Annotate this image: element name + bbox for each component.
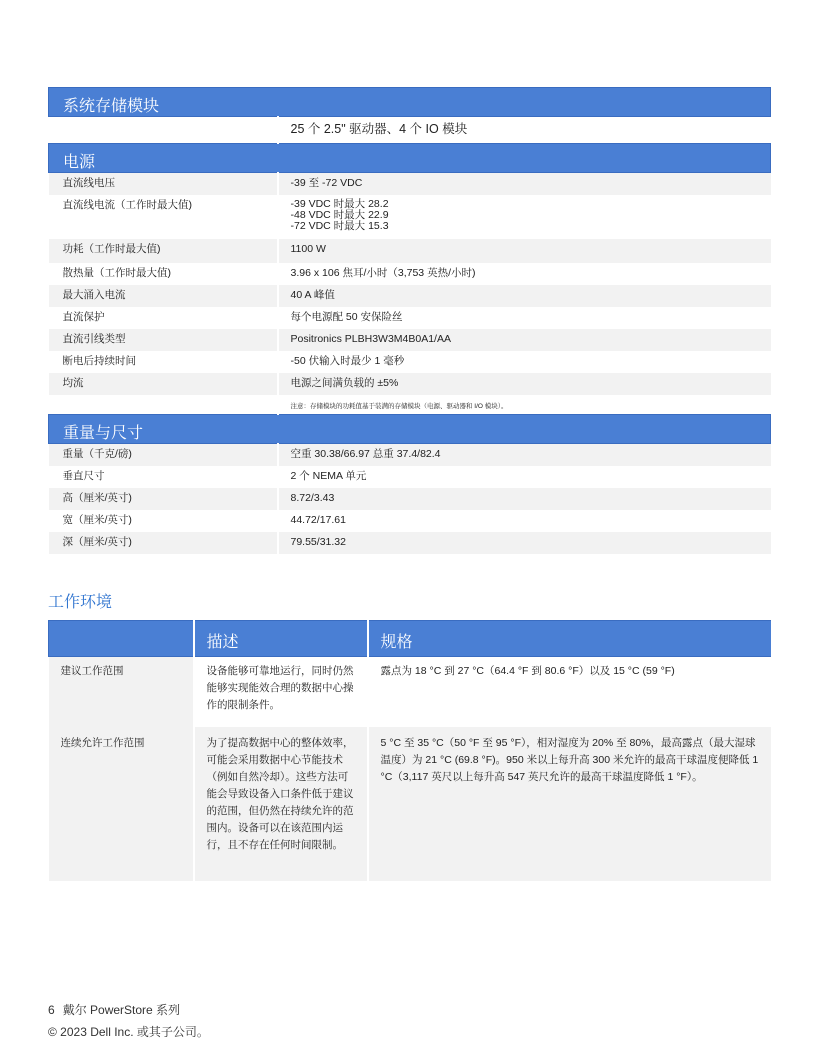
- row-value: 44.72/17.61: [278, 510, 771, 532]
- table-row: [49, 117, 771, 144]
- table-row: [49, 444, 771, 466]
- row-label: 重量（千克/磅): [49, 444, 278, 466]
- row-label: 断电后持续时间: [49, 351, 278, 373]
- row-value: 电源之间满负载的 ±5%: [278, 373, 771, 395]
- row-value: -39 至 -72 VDC: [278, 173, 771, 195]
- table-row: [49, 239, 771, 263]
- environment-table: [48, 620, 771, 881]
- row-label: 垂直尺寸: [49, 466, 278, 488]
- row-value: 空重 30.38/66.97 总重 37.4/82.4: [278, 444, 771, 466]
- row-value: 40 A 峰值: [278, 285, 771, 307]
- row-label: 深（厘米/英寸): [49, 532, 278, 554]
- table-row: [49, 351, 771, 373]
- row-value: 每个电源配 50 安保险丝: [278, 307, 771, 329]
- table-row: [49, 173, 771, 195]
- row-label: 直流保护: [49, 307, 278, 329]
- table-row: [49, 373, 771, 395]
- table-row: [49, 285, 771, 307]
- row-label: 直流线电流（工作时最大值): [49, 195, 278, 239]
- section-title-environment: 工作环境: [48, 594, 113, 611]
- row-value: 8.72/3.43: [278, 488, 771, 510]
- row-label: 功耗（工作时最大值): [49, 239, 278, 263]
- table-row: [49, 488, 771, 510]
- row-value: 2 个 NEMA 单元: [278, 466, 771, 488]
- row-spec: 5 °C 至 35 °C（50 °F 至 95 °F），相对湿度为 20% 至 80%，最高露点（最大湿球温度）为 21 °C (69.8 °F)。950 米以上每升高 300 米允许的最高干球温度便降低 1 °C（3,117 英尺以上每升高 547 英尺允许的最高干球温度降低 1 °F）。: [368, 727, 771, 881]
- table-row: [49, 510, 771, 532]
- table-row: [49, 727, 771, 881]
- row-value-line: -48 VDC 时最大 22.9: [290, 208, 389, 221]
- row-value: 1100 W: [278, 239, 771, 263]
- column-header-description: 描述: [194, 621, 368, 657]
- table-note-row: [49, 395, 771, 415]
- section-title: 电源: [49, 144, 771, 173]
- table-note: 注意：存储模块的功耗值基于装满的存储模块（电源、驱动器和 I/O 模块）。: [278, 395, 771, 415]
- table-row: [49, 307, 771, 329]
- table-row: [49, 657, 771, 727]
- row-label: 直流引线类型: [49, 329, 278, 351]
- row-label: 建议工作范围: [49, 657, 194, 727]
- spec-table: [48, 87, 771, 554]
- row-value: 25 个 2.5" 驱动器、4 个 IO 模块: [278, 117, 771, 144]
- table-row: [49, 329, 771, 351]
- row-label: 高（厘米/英寸): [49, 488, 278, 510]
- table-header-row: [49, 621, 771, 657]
- section-title: 重量与尺寸: [49, 415, 771, 444]
- row-label: 均流: [49, 373, 278, 395]
- row-label: 散热量（工作时最大值): [49, 263, 278, 285]
- footer-line: [48, 999, 209, 1021]
- row-description: 为了提高数据中心的整体效率，可能会采用数据中心节能技术（例如自然冷却）。这些方法可能会导致设备入口条件低于建议的范围，但仍然在持续允许的范围内。设备可以在该范围内运行，且不存在任何时间限制。: [194, 727, 368, 881]
- row-value: -50 伏输入时最少 1 毫秒: [278, 351, 771, 373]
- copyright: © 2023 Dell Inc. 或其子公司。: [48, 1025, 209, 1039]
- table-row: [49, 195, 771, 239]
- section-title: 系统存储模块: [49, 88, 771, 117]
- column-header: [49, 621, 194, 657]
- row-value: 3.96 x 106 焦耳/小时（3,753 英热/小时): [278, 263, 771, 285]
- row-value-line: -39 VDC 时最大 28.2: [290, 197, 389, 210]
- row-label: 最大涌入电流: [49, 285, 278, 307]
- row-spec: 露点为 18 °C 到 27 °C（64.4 °F 到 80.6 °F）以及 15 °C (59 °F): [368, 657, 771, 727]
- row-value-line: -72 VDC 时最大 15.3: [290, 219, 389, 232]
- page-footer: [48, 999, 209, 1043]
- footer-series: 戴尔 PowerStore 系列: [62, 1003, 181, 1017]
- row-label: 连续允许工作范围: [49, 727, 194, 881]
- page-number: 6: [48, 1003, 55, 1017]
- section-header-power: [49, 144, 771, 173]
- row-label: 宽（厘米/英寸): [49, 510, 278, 532]
- row-value: 79.55/31.32: [278, 532, 771, 554]
- table-row: [49, 532, 771, 554]
- row-value-multiline: [278, 195, 771, 239]
- row-value: Positronics PLBH3W3M4B0A1/AA: [278, 329, 771, 351]
- table-row: [49, 466, 771, 488]
- column-header-spec: 规格: [368, 621, 771, 657]
- row-label: [49, 395, 278, 415]
- table-row: [49, 263, 771, 285]
- row-label: 直流线电压: [49, 173, 278, 195]
- section-header-weight: [49, 415, 771, 444]
- section-header-storage: [49, 88, 771, 117]
- row-label: [49, 117, 278, 144]
- row-description: 设备能够可靠地运行，同时仍然能够实现能效合理的数据中心操作的限制条件。: [194, 657, 368, 727]
